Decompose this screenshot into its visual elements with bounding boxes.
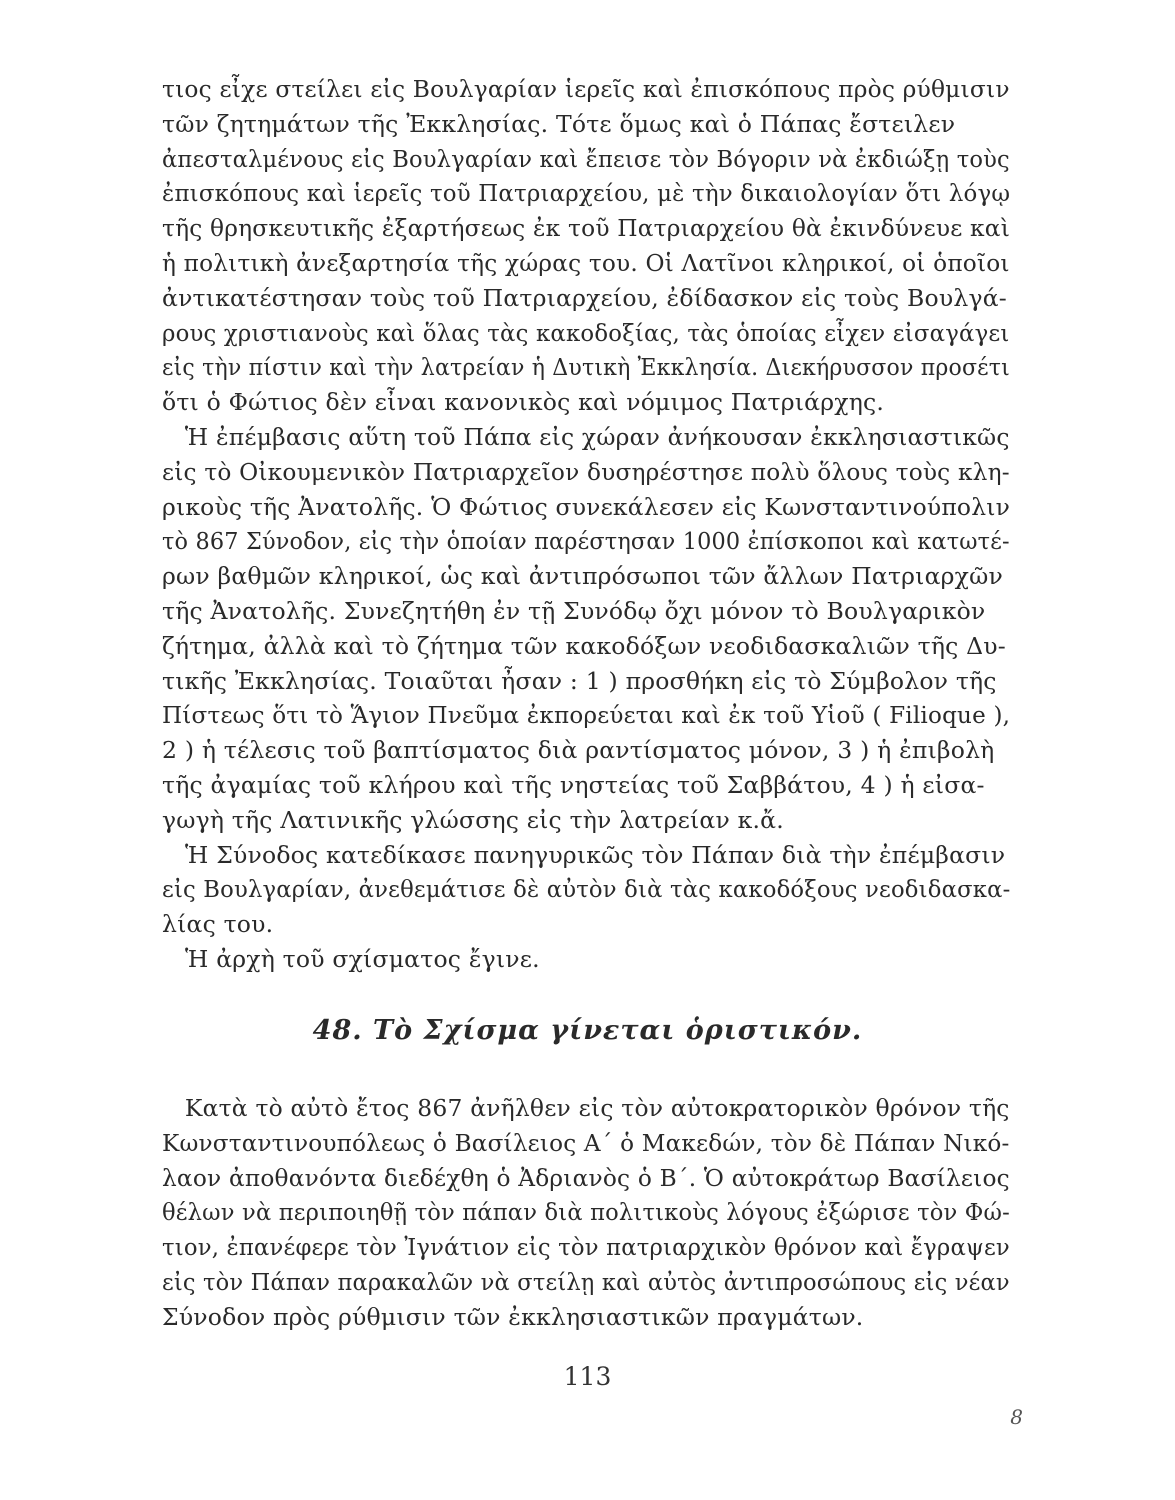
text-line: τῆς Ἀνατολῆς. Συνεζητήθη ἐν τῇ Συνόδῳ ὄχι μόνον τὸ Βουλγαρικὸν (162, 596, 986, 625)
body-text (162, 72, 1010, 977)
text-line: ὅτι ὁ Φώτιος δὲν εἶναι κανονικὸς καὶ νόμιμος Πατριάρχης. (162, 388, 885, 417)
text-line: εἰς Βουλγαρίαν, ἀνεθεμάτισε δὲ αὐτὸν διὰ τὰς κακοδόξους νεοδιδασκα- (162, 875, 1011, 904)
text-line: Σύνοδον πρὸς ρύθμισιν τῶν ἐκκλησιαστικῶν πραγμάτων. (162, 1302, 864, 1331)
text-line: ἀπεσταλμένους εἰς Βουλγαρίαν καὶ ἔπεισε τὸν Βόγοριν νὰ ἐκδιώξῃ τοὺς (162, 144, 1010, 173)
text-line: ἐπισκόπους καὶ ἱερεῖς τοῦ Πατριαρχείου, μὲ τὴν δικαιολογίαν ὅτι λόγῳ (162, 179, 1011, 208)
text-line: εἰς τὸν Πάπαν παρακαλῶν νὰ στείλῃ καὶ αὐτὸς ἀντιπροσώπους εἰς νέαν (162, 1267, 1010, 1296)
text-line: εἰς τὸ Οἰκουμενικὸν Πατριαρχεῖον δυσηρέστησε πολὺ ὅλους τοὺς κλη- (162, 457, 1010, 486)
text-line: λίας του. (162, 910, 274, 939)
text-line: λαον ἀποθανόντα διεδέχθη ὁ Ἀδριανὸς ὁ Β΄. Ὁ αὐτοκράτωρ Βασίλειος (162, 1163, 1010, 1192)
text-line: ρων βαθμῶν κληρικοί, ὡς καὶ ἀντιπρόσωποι τῶν ἄλλων Πατριαρχῶν (162, 562, 1003, 591)
text-line: Ἡ ἀρχὴ τοῦ σχίσματος ἔγινε. (162, 944, 540, 973)
text-line: τιον, ἐπανέφερε τὸν Ἰγνάτιον εἰς τὸν πατριαρχικὸν θρόνον καὶ ἔγραψεν (162, 1233, 1010, 1262)
text-line: ἡ πολιτικὴ ἀνεξαρτησία τῆς χώρας του. Οἱ Λατῖνοι κληρικοί, οἱ ὁποῖοι (162, 248, 1010, 277)
text-line: 2 ) ἡ τέλεσις τοῦ βαπτίσματος διὰ ραντίσματος μόνον, 3 ) ἡ ἐπιβολὴ (162, 736, 995, 765)
text-line: τῆς θρησκευτικῆς ἐξαρτήσεως ἐκ τοῦ Πατριαρχείου θὰ ἐκινδύνευε καὶ (162, 214, 1011, 243)
text-line: Ἡ ἐπέμβασις αὕτη τοῦ Πάπα εἰς χώραν ἀνήκουσαν ἐκκλησιαστικῶς (162, 422, 1010, 451)
text-line: ζήτημα, ἀλλὰ καὶ τὸ ζήτημα τῶν κακοδόξων νεοδιδασκαλιῶν τῆς Δυ- (162, 631, 1006, 660)
text-line: ρικοὺς τῆς Ἀνατολῆς. Ὁ Φώτιος συνεκάλεσεν εἰς Κωνσταντινούπολιν (162, 492, 1011, 521)
section-heading: 48. Τὸ Σχίσμα γίνεται ὁριστικόν. (312, 1015, 863, 1046)
text-line: Κατὰ τὸ αὐτὸ ἔτος 867 ἀνῆλθεν εἰς τὸν αὐτοκρατορικὸν θρόνον τῆς (162, 1094, 1010, 1122)
text-line: τικῆς Ἐκκλησίας. Τοιαῦται ἦσαν : 1 ) προσθήκη εἰς τὸ Σύμβολον τῆς (162, 666, 997, 695)
text-line: Κωνσταντινουπόλεως ὁ Βασίλειος Α΄ ὁ Μακεδών, τὸν δὲ Πάπαν Νικό- (162, 1128, 1010, 1157)
text-line: τὸ 867 Σύνοδον, εἰς τὴν ὁποίαν παρέστησαν 1000 ἐπίσκοποι καὶ κατωτέ- (162, 527, 1010, 556)
page-number: 113 (563, 1362, 612, 1391)
text-line: τῶν ζητημάτων τῆς Ἐκκλησίας. Τότε ὅμως καὶ ὁ Πάπας ἔστειλεν (162, 109, 956, 138)
text-line: τῆς ἀγαμίας τοῦ κλήρου καὶ τῆς νηστείας τοῦ Σαββάτου, 4 ) ἡ εἰσα- (162, 770, 985, 799)
text-line: ἀντικατέστησαν τοὺς τοῦ Πατριαρχείου, ἐδίδασκον εἰς τοὺς Βουλγά- (162, 283, 1007, 312)
text-line: Ἡ Σύνοδος κατεδίκασε πανηγυρικῶς τὸν Πάπαν διὰ τὴν ἐπέμβασιν (162, 840, 1006, 869)
corner-mark: 8 (1010, 1405, 1023, 1429)
text-line: Πίστεως ὅτι τὸ Ἅγιον Πνεῦμα ἐκπορεύεται καὶ ἐκ τοῦ Υἱοῦ ( Filioque ), (162, 701, 1011, 730)
section-text (162, 1091, 1010, 1335)
text-line: γωγὴ τῆς Λατινικῆς γλώσσης εἰς τὴν λατρείαν κ.ἄ. (162, 805, 784, 834)
text-line: τιος εἶχε στείλει εἰς Βουλγαρίαν ἱερεῖς καὶ ἐπισκόπους πρὸς ρύθμισιν (162, 75, 1010, 103)
text-line: εἰς τὴν πίστιν καὶ τὴν λατρείαν ἡ Δυτικὴ Ἐκκλησία. Διεκήρυσσον προσέτι (162, 353, 1010, 382)
text-line: ρους χριστιανοὺς καὶ ὅλας τὰς κακοδοξίας, τὰς ὁποίας εἶχεν εἰσαγάγει (162, 318, 1010, 347)
text-line: θέλων νὰ περιποιηθῇ τὸν πάπαν διὰ πολιτικοὺς λόγους ἐξώρισε τὸν Φώ- (162, 1198, 1010, 1227)
